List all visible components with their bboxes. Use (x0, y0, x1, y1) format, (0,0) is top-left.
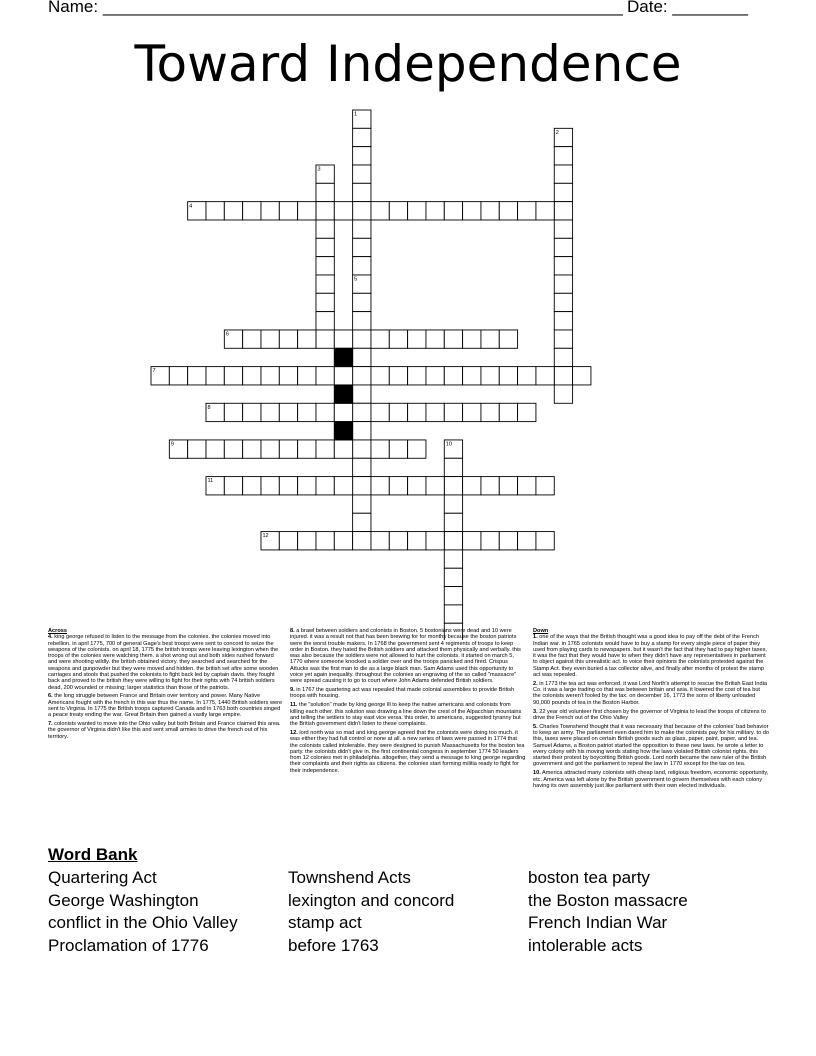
word-bank-item: French Indian War (528, 913, 668, 933)
grid-cell[interactable] (371, 532, 389, 550)
grid-cell[interactable] (316, 293, 334, 311)
clue-down-3: 3. 22 year old volunteer first chosen by the governor of Virginia to lead the troops of citizens to drive the French out of the Ohio Valley (533, 708, 766, 721)
grid-cell[interactable] (371, 477, 389, 495)
grid-cell[interactable] (426, 403, 444, 421)
grid-cell[interactable] (316, 477, 334, 495)
clue-number-5: 5 (354, 276, 358, 283)
grid-cell[interactable] (353, 330, 371, 348)
grid-cell[interactable] (353, 495, 371, 513)
grid-cell[interactable] (243, 440, 261, 458)
grid-cell[interactable] (353, 128, 371, 146)
grid-cell[interactable] (316, 238, 334, 256)
grid-cell[interactable] (224, 440, 242, 458)
grid-cell[interactable] (463, 532, 481, 550)
grid-cell[interactable] (353, 403, 371, 421)
clue-number-4: 4 (189, 203, 193, 210)
grid-cell[interactable] (334, 367, 352, 385)
grid-cell[interactable] (371, 440, 389, 458)
grid-cell[interactable] (371, 367, 389, 385)
word-bank-item: lexington and concord (288, 890, 455, 910)
grid-cell[interactable] (206, 202, 224, 220)
grid-cell[interactable] (536, 532, 554, 550)
grid-cell[interactable] (261, 202, 279, 220)
grid-cell[interactable] (499, 477, 517, 495)
grid-cell[interactable] (518, 202, 536, 220)
clue-down-2: 2. in 1773 the tea act was enforced. it was Lord North's attempt to rescue the British East India Co. it was a large trading co that was between britain and asia. it lowered the cost of tea but the colonists weren't fooled by the tax. on december 16, 1773 the sons of liberty unloaded 90,000 pounds of tea in the Boston Harbor. (533, 680, 767, 706)
grid-cell[interactable] (481, 403, 499, 421)
grid-cell[interactable] (426, 330, 444, 348)
grid-cell[interactable] (353, 367, 371, 385)
grid-cell[interactable] (298, 403, 316, 421)
grid-cell[interactable] (316, 367, 334, 385)
grid-cell[interactable] (169, 367, 187, 385)
grid-cell[interactable] (463, 403, 481, 421)
grid-cell[interactable] (298, 477, 316, 495)
grid-cell[interactable] (334, 403, 352, 421)
grid-cell[interactable] (463, 477, 481, 495)
grid-cell[interactable] (298, 367, 316, 385)
grid-cell[interactable] (408, 532, 426, 550)
clue-number-8: 8 (207, 404, 211, 411)
grid-cell[interactable] (554, 348, 572, 366)
clue-number-9: 9 (170, 441, 174, 448)
grid-cell[interactable] (499, 403, 517, 421)
grid-cell[interactable] (389, 330, 407, 348)
word-bank-item: conflict in the Ohio Valley (48, 913, 238, 933)
grid-cell[interactable] (408, 477, 426, 495)
grid-cell[interactable] (224, 403, 242, 421)
grid-cell[interactable] (536, 202, 554, 220)
grid-cell[interactable] (206, 367, 224, 385)
name-label: Name: (48, 0, 99, 16)
grid-cell[interactable] (426, 202, 444, 220)
grid-cell[interactable] (353, 238, 371, 256)
date-label: Date: (627, 0, 668, 16)
grid-cell[interactable] (353, 257, 371, 275)
down-clues (533, 628, 769, 792)
clue-across-7: 7. colonists wanted to move into the Ohio valley but both Britain and France claimed this area. the governor of Virginia didn't like this and sent small armies to drive the french out of his territory. (48, 721, 281, 740)
grid-cell[interactable] (298, 330, 316, 348)
grid-cell[interactable] (444, 330, 462, 348)
grid-cell[interactable] (279, 367, 297, 385)
grid-cell[interactable] (408, 330, 426, 348)
grid-cell[interactable] (316, 532, 334, 550)
grid-cell[interactable] (481, 477, 499, 495)
grid-cell[interactable] (426, 367, 444, 385)
grid-cell[interactable] (408, 440, 426, 458)
grid-cell[interactable] (353, 422, 371, 440)
black-cell (334, 422, 352, 440)
clue-number-6: 6 (225, 331, 229, 338)
grid-cell[interactable] (243, 403, 261, 421)
grid-cell[interactable] (481, 532, 499, 550)
grid-cell[interactable] (353, 458, 371, 476)
grid-cell[interactable] (389, 403, 407, 421)
clue-number-7: 7 (152, 368, 156, 375)
grid-cell[interactable] (371, 330, 389, 348)
black-cell (334, 385, 352, 403)
grid-cell[interactable] (334, 532, 352, 550)
clue-across-11: 11. the "solution" made by king george lll to keep the native americans and colonists from killing each other. this solution was drawing a line down the crest of the Alpacchian mountains and telling the settlers to stay east vice versa. this order, to americans, suggested tyranny but the British government didn't listen to these complaints. (290, 702, 522, 728)
clue-down-1: 1. one of the ways that the British thought was a good idea to pay off the debt of the French Indian war. in 1765 colonists would have to buy a stamp for every single piece of paper they used from playing cards to newspapers. but it wasn't the fact that they had to pay higher taxes, it was the fact that they would have to when they didn't have any representatives in parliament to object against this unrealistic act. to voice their opinions the colonists protested against the Stamp Act. they even buried a tax collector alive, and finally after months of protest the stamp act was repealed. (533, 634, 767, 679)
grid-cell[interactable] (518, 532, 536, 550)
grid-cell[interactable] (353, 147, 371, 165)
grid-cell[interactable] (316, 330, 334, 348)
grid-cell[interactable] (334, 477, 352, 495)
grid-cell[interactable] (389, 202, 407, 220)
word-bank-item: before 1763 (288, 935, 379, 955)
grid-cell[interactable] (444, 587, 462, 605)
grid-cell[interactable] (481, 367, 499, 385)
clue-across-8: 8. a brawl between soldiers and colonists in Boston. 5 bostonians were dead and 10 were injured. it was a result not that has been brewing for for months because the boston patriots were the worst trouble makers. In 1768 the government sent 4 regiments of troops to keep order in Boston. they hated the British soldiers and attacked them physically and verbally. this was also because the soldiers were not allowed to hurt the colonists. it started on march 5, 1770 where someone knocked a soldier over and the troops panicked and fired. Crispus Attucks was the first man to die as a large black man. Sam Adams used this opportunity to voice yet again inequality. throughout the colonies an engraving of the so called "massacre" were spread causing it to go to court where John Adams defended British soldiers. (290, 628, 521, 685)
grid-cell[interactable] (261, 477, 279, 495)
grid-cell[interactable] (573, 367, 591, 385)
grid-cell[interactable] (243, 477, 261, 495)
grid-cell[interactable] (389, 532, 407, 550)
grid-cell[interactable] (279, 477, 297, 495)
grid-cell[interactable] (536, 367, 554, 385)
grid-cell[interactable] (463, 202, 481, 220)
grid-cell[interactable] (243, 367, 261, 385)
grid-cell[interactable] (444, 202, 462, 220)
grid-cell[interactable] (554, 238, 572, 256)
grid-cell[interactable] (554, 220, 572, 238)
grid-cell[interactable] (353, 477, 371, 495)
clue-across-4: 4. king george refused to listen to the message from the colonies. the colonies moved into rebellion. in april 1775, 700 of general Gage's best troops were sent to concord to seize the weapons of the colonists. on april 18, 1775 the british troops were leaving lexington when the troops of the colonies were watching them. a shot wrong out and both sides rushed forward and were shooting wildly. the british obtained victory. they searched and searched for the weapons and gunpowder but they were moved and hidden. the british set afire some wooden carriages and stools that pushed the colonists to fight back led by captain davis. they fought back and proved to the british they were willing to fight for their rights with 74 british soldiers dead, 200 wounded or missing; larger statistics than those of the patriots. (48, 634, 279, 691)
grid-cell[interactable] (554, 183, 572, 201)
grid-cell[interactable] (408, 202, 426, 220)
grid-cell[interactable] (261, 403, 279, 421)
grid-cell[interactable] (261, 367, 279, 385)
word-bank-item: stamp act (288, 913, 362, 933)
grid-cell[interactable] (353, 385, 371, 403)
grid-cell[interactable] (316, 257, 334, 275)
word-bank-item: Townshend Acts (288, 868, 411, 887)
grid-cell[interactable] (554, 257, 572, 275)
grid-cell[interactable] (371, 202, 389, 220)
name-blank[interactable]: _______________________________________________________ (102, 0, 623, 16)
page-title: Toward Independence (134, 35, 682, 93)
across-clues-col1 (48, 628, 284, 743)
grid-cell[interactable] (444, 550, 462, 568)
clue-number-10: 10 (445, 441, 452, 448)
grid-cell[interactable] (444, 568, 462, 586)
grid-cell[interactable] (224, 367, 242, 385)
grid-cell[interactable] (426, 477, 444, 495)
grid-cell[interactable] (298, 532, 316, 550)
grid-cell[interactable] (444, 458, 462, 476)
grid-cell[interactable] (371, 403, 389, 421)
grid-cell[interactable] (481, 202, 499, 220)
grid-cell[interactable] (408, 403, 426, 421)
word-bank-item: boston tea party (528, 868, 650, 887)
grid-cell[interactable] (444, 477, 462, 495)
grid-cell[interactable] (298, 202, 316, 220)
grid-cell[interactable] (554, 293, 572, 311)
grid-cell[interactable] (554, 165, 572, 183)
date-blank[interactable]: ________ (672, 0, 749, 16)
grid-cell[interactable] (499, 367, 517, 385)
grid-cell[interactable] (316, 403, 334, 421)
clue-number-12: 12 (262, 533, 269, 540)
across-clues-col2 (290, 628, 526, 777)
clue-number-11: 11 (207, 478, 214, 485)
grid-cell[interactable] (188, 440, 206, 458)
grid-cell[interactable] (279, 202, 297, 220)
word-bank-col-1 (48, 867, 238, 957)
grid-cell[interactable] (536, 477, 554, 495)
grid-cell[interactable] (334, 202, 352, 220)
grid-cell[interactable] (353, 532, 371, 550)
black-cell (334, 348, 352, 366)
word-bank-item: intolerable acts (528, 935, 643, 955)
grid-cell[interactable] (444, 403, 462, 421)
grid-cell[interactable] (554, 367, 572, 385)
grid-cell[interactable] (518, 367, 536, 385)
grid-cell[interactable] (316, 183, 334, 201)
clue-across-12: 12. lord north was so mad and king george agreed that the colonists were doing too much. it was either they had full control or none at all. a new series of laws were passed in 1774 that the colonists called intolerable. they were designed to punish Massachusetts for the boston tea party. the colonists didn't give in. the first continental congress in september 1774 50 leaders from 12 colonies met in philadelphia. altogether, they send a message to king george regarding their complaints and their rights as citizens. the colonies start forming militia ready to fight for their independence. (290, 729, 526, 774)
grid-cell[interactable] (261, 330, 279, 348)
grid-cell[interactable] (518, 403, 536, 421)
word-bank-item: the Boston massacre (528, 890, 688, 910)
grid-cell[interactable] (298, 440, 316, 458)
word-bank-item: Proclamation of 1776 (48, 935, 209, 955)
grid-cell[interactable] (353, 312, 371, 330)
grid-cell[interactable] (353, 165, 371, 183)
grid-cell[interactable] (279, 330, 297, 348)
grid-cell[interactable] (408, 367, 426, 385)
grid-cell[interactable] (554, 202, 572, 220)
grid-cell[interactable] (554, 275, 572, 293)
down-heading: Down (533, 628, 549, 634)
grid-cell[interactable] (463, 330, 481, 348)
grid-cell[interactable] (518, 477, 536, 495)
grid-cell[interactable] (389, 440, 407, 458)
word-bank-col-3 (528, 867, 688, 957)
grid-cell[interactable] (444, 513, 462, 531)
grid-cell[interactable] (353, 220, 371, 238)
grid-cell[interactable] (353, 183, 371, 201)
grid-cell[interactable] (224, 477, 242, 495)
clue-down-10: 10. America attracted many colonists with cheap land, religious freedom, economic opportunity, etc. America was left alone by the British government to govern themselves with each colony having its own assembly just like parliament with their own elected individuals. (533, 770, 769, 789)
grid-cell[interactable] (334, 330, 352, 348)
grid-cell[interactable] (353, 440, 371, 458)
grid-cell[interactable] (389, 477, 407, 495)
grid-cell[interactable] (243, 202, 261, 220)
grid-cell[interactable] (279, 532, 297, 550)
grid-cell[interactable] (353, 202, 371, 220)
grid-cell[interactable] (261, 440, 279, 458)
grid-cell[interactable] (499, 202, 517, 220)
grid-cell[interactable] (334, 440, 352, 458)
grid-cell[interactable] (389, 367, 407, 385)
grid-cell[interactable] (316, 440, 334, 458)
clue-number-2: 2 (555, 129, 559, 136)
grid-cell[interactable] (499, 532, 517, 550)
grid-cell[interactable] (316, 220, 334, 238)
word-bank-title: Word Bank (48, 845, 138, 864)
grid-cell[interactable] (206, 440, 224, 458)
clue-down-5: 5. Charles Townshend thought that it was necessary that because of the colonies' bad behavior to keep an army. The parliament even dared him to make the colonists pay for his military. to do this, taxes were placed on certain British goods such as glass, paper, paint, paper, and tea. Samuel Adams, a Boston patriot started the opposition to these new laws. he wrote a letter to every colony with his moving words stating how the laws violated British colonist rights. this started their protest by boycotting British goods. Lord north became the new ruler of the British government and got the parliament to repeal the law in 1770 except for the tax on tea. (533, 723, 769, 768)
clue-across-6: 6. the long struggle between France and Britain over territory and power. Many Native Americans fought with the french in this war thus the name. In 1775, 1440 British soldiers were sent to Virginia. In 1775 the British troops captured Canada and in 1763 both countries singed a peace treaty ending the war. Great Britain then gained a vastly large empire. (48, 693, 283, 719)
grid-cell[interactable] (316, 312, 334, 330)
grid-cell[interactable] (463, 367, 481, 385)
grid-cell[interactable] (444, 605, 462, 623)
grid-cell[interactable] (554, 330, 572, 348)
grid-cell[interactable] (243, 330, 261, 348)
word-bank-col-2 (288, 867, 454, 957)
grid-cell[interactable] (188, 367, 206, 385)
grid-cell[interactable] (353, 348, 371, 366)
grid-cell[interactable] (444, 532, 462, 550)
clue-number-3: 3 (317, 166, 321, 173)
word-bank-item: George Washington (48, 890, 199, 910)
grid-cell[interactable] (554, 147, 572, 165)
word-bank-item: Quartering Act (48, 868, 157, 887)
grid-cell[interactable] (426, 532, 444, 550)
grid-cell[interactable] (279, 403, 297, 421)
grid-cell[interactable] (279, 440, 297, 458)
grid-cell[interactable] (444, 367, 462, 385)
grid-cell[interactable] (353, 293, 371, 311)
grid-cell[interactable] (224, 202, 242, 220)
grid-cell[interactable] (554, 312, 572, 330)
grid-cell[interactable] (481, 330, 499, 348)
grid-cell[interactable] (316, 275, 334, 293)
clue-across-9: 9. in 1767 the quartering act was repealed that made colonial assemblies to provide British troops with housing. (290, 687, 515, 700)
grid-cell[interactable] (444, 495, 462, 513)
grid-cell[interactable] (316, 202, 334, 220)
grid-cell[interactable] (353, 513, 371, 531)
across-heading: Across (48, 628, 67, 634)
clue-number-1: 1 (354, 111, 358, 118)
grid-cell[interactable] (499, 330, 517, 348)
grid-cell[interactable] (554, 385, 572, 403)
